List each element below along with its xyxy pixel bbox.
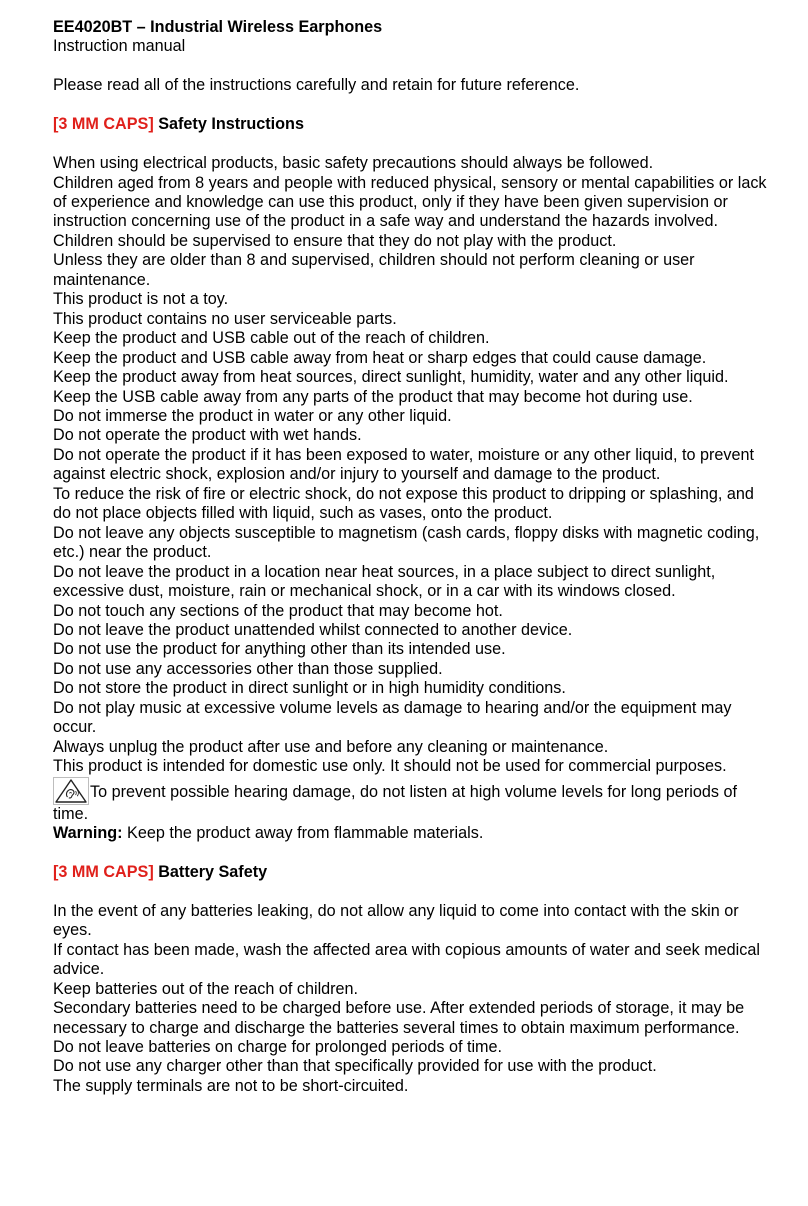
safety-paragraph: Do not immerse the product in water or any other liquid. [53,407,452,426]
safety-paragraph: Do not operate the product with wet hands. [53,426,362,445]
warning-label: Warning: [53,824,123,843]
safety-paragraph: Do not play music at excessive volume levels as damage to hearing and/or the equipment may occur. [53,698,732,737]
safety-paragraph: Keep the product and USB cable out of the reach of children. [53,329,490,348]
battery-heading [53,863,773,882]
safety-paragraph: Do not leave any objects susceptible to magnetism (cash cards, floppy disks with magnetic coding, etc.) near the product. [53,523,760,562]
safety-paragraph: When using electrical products, basic safety precautions should always be followed. [53,154,654,173]
battery-safety [53,902,773,1097]
safety-paragraph: Do not operate the product if it has been exposed to water, moisture or any other liquid, to prevent against electric shock, explosion and/or injury to yourself and damage to the product. [53,445,754,484]
safety-paragraph: Do not store the product in direct sunlight or in high humidity conditions. [53,679,566,698]
safety-paragraph: Children should be supervised to ensure that they do not play with the product. [53,231,617,250]
safety-paragraph: Do not use any accessories other than those supplied. [53,659,443,678]
battery-paragraph: Do not leave batteries on charge for prolonged periods of time. [53,1038,503,1057]
safety-heading-label: Safety Instructions [153,115,304,134]
flammable-warning [53,824,773,843]
document-title: EE4020BT – Industrial Wireless Earphones [53,18,383,36]
document-subtitle: Instruction manual [53,37,186,56]
safety-paragraph: Unless they are older than 8 and supervised, children should not perform cleaning or user maintenance. [53,251,695,289]
safety-paragraph: Keep the USB cable away from any parts of the product that may become hot during use. [53,387,693,406]
battery-paragraph: Secondary batteries need to be charged before use. After extended periods of storage, it may be necessary to charge and discharge the batteries several times to obtain maximum performance. [53,999,745,1037]
battery-paragraph: In the event of any batteries leaking, do not allow any liquid to come into contact with the skin or eyes. [53,901,739,940]
intro-text: Please read all of the instructions carefully and retain for future reference. [53,76,580,95]
hearing-damage-warning-icon [53,777,89,805]
battery-paragraph: Do not use any charger other than that specifically provided for use with the product. [53,1057,657,1076]
safety-paragraph: Keep the product away from heat sources, direct sunlight, humidity, water and any other liquid. [53,368,729,387]
safety-paragraph: This product is intended for domestic use only. It should not be used for commercial purposes. [53,757,727,776]
safety-instructions [53,154,773,843]
safety-paragraph: This product contains no user serviceable parts. [53,309,397,328]
battery-paragraph: The supply terminals are not to be short-circuited. [53,1076,409,1095]
battery-paragraph: If contact has been made, wash the affected area with copious amounts of water and seek medical advice. [53,940,760,979]
hearing-warning [53,777,773,824]
safety-paragraph: Do not leave the product in a location near heat sources, in a place subject to direct sunlight, excessive dust, moisture, rain or mechanical shock, or in a car with its windows closed. [53,562,716,601]
safety-caps-tag: [3 MM CAPS] [53,115,154,134]
safety-heading [53,115,773,134]
safety-paragraph: Do not leave the product unattended whilst connected to another device. [53,621,573,639]
safety-paragraph: To reduce the risk of fire or electric shock, do not expose this product to dripping or splashing, and do not place objects filled with liquid, such as vases, onto the product. [53,484,754,523]
safety-paragraph: Keep the product and USB cable away from heat or sharp edges that could cause damage. [53,348,707,367]
manual-page [53,18,773,1096]
safety-paragraph: Always unplug the product after use and before any cleaning or maintenance. [53,737,609,756]
battery-caps-tag: [3 MM CAPS] [53,862,154,881]
safety-paragraph: Do not use the product for anything other than its intended use. [53,640,506,659]
safety-paragraph: Children aged from 8 years and people with reduced physical, sensory or mental capabilities or lack of experience and knowledge can use this product, only if they have been given supervision or instruction concerning use of the product in a safe way and understand the hazards involved. [53,173,767,231]
warning-text: Keep the product away from flammable materials. [122,824,484,843]
battery-paragraph: Keep batteries out of the reach of children. [53,979,359,998]
safety-paragraph: Do not touch any sections of the product that may become hot. [53,601,503,620]
safety-paragraph: This product is not a toy. [53,290,229,309]
battery-heading-label: Battery Safety [153,862,268,881]
hearing-warning-text: To prevent possible hearing damage, do not listen at high volume levels for long periods of time. [53,782,737,823]
